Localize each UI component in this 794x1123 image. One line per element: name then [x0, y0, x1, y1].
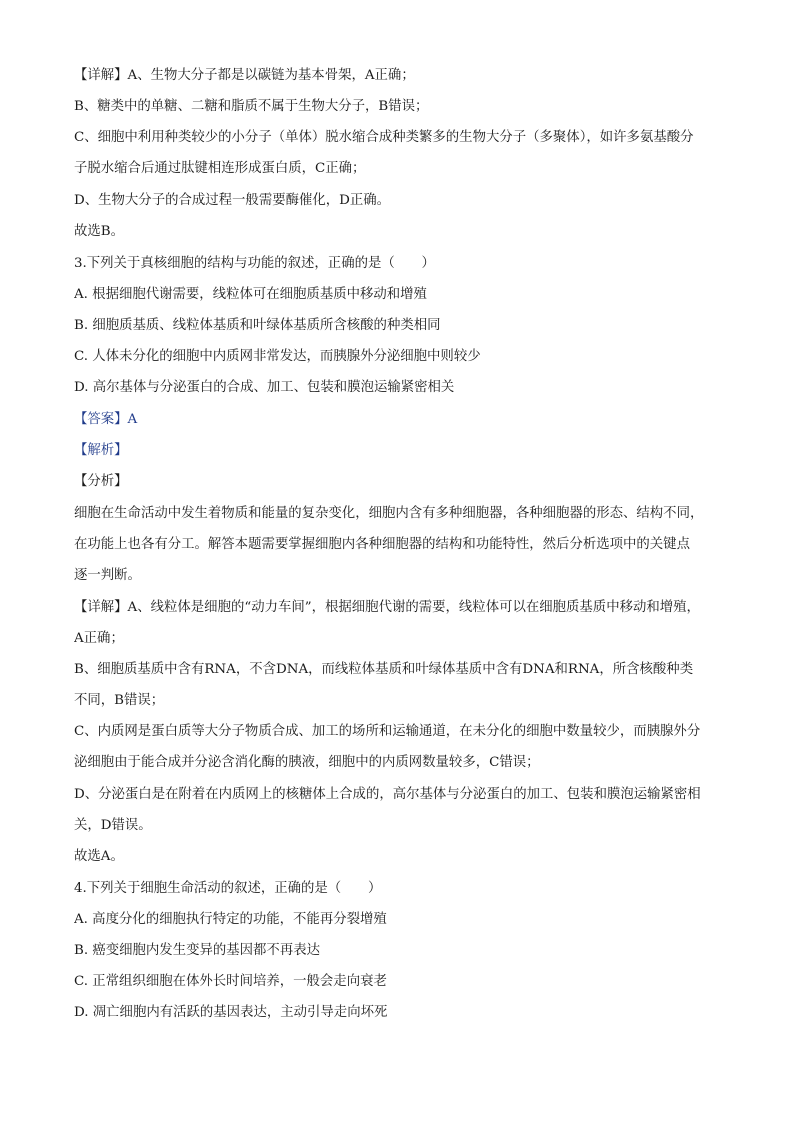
- detail-line-1: 【详解】A、生物大分子都是以碳链为基本骨架，A正确；: [74, 68, 415, 83]
- question-3-option-a: A. 根据细胞代谢需要，线粒体可在细胞质基质中移动和增殖: [74, 287, 427, 302]
- question-3-stem: 3.下列关于真核细胞的结构与功能的叙述，正确的是（ ）: [74, 256, 435, 271]
- detail-q3-line-7: D、分泌蛋白是在附着在内质网上的核糖体上合成的，高尔基体与分泌蛋白的加工、包装和膜泡运输紧密相: [74, 787, 701, 802]
- detail-line-4: 子脱水缩合后通过肽键相连形成蛋白质，C正确；: [74, 161, 366, 176]
- analysis-line-3: 逐一判断。: [74, 568, 141, 583]
- detail-q3-line-3: B、细胞质基质中含有RNA，不含DNA，而线粒体基质和叶绿体基质中含有DNA和RNA，所含核酸种类: [74, 662, 694, 677]
- analysis-line-1: 细胞在生命活动中发生着物质和能量的复杂变化，细胞内含有多种细胞器，各种细胞器的形态、结构不同，: [74, 506, 704, 521]
- analysis-sub-label: 【分析】: [74, 474, 128, 489]
- detail-q3-line-5: C、内质网是蛋白质等大分子物质合成、加工的场所和运输通道，在未分化的细胞中数量较少，而胰腺外分: [74, 724, 701, 739]
- answer-choice-line: 故选B。: [74, 224, 125, 239]
- question-4-option-a: A. 高度分化的细胞执行特定的功能，不能再分裂增殖: [74, 912, 387, 927]
- analysis-label: 【解析】: [74, 443, 128, 458]
- detail-line-5: D、生物大分子的合成过程一般需要酶催化，D正确。: [74, 193, 391, 208]
- question-3-option-b: B. 细胞质基质、线粒体基质和叶绿体基质所含核酸的种类相同: [74, 318, 441, 333]
- analysis-line-2: 在功能上也各有分工。解答本题需要掌握细胞内各种细胞器的结构和功能特性，然后分析选项中的关键点: [74, 537, 690, 552]
- detail-q3-line-1: 【详解】A、线粒体是细胞的“动力车间”，根据细胞代谢的需要，线粒体可以在细胞质基质中移动和增殖，: [74, 600, 700, 615]
- question-4-option-d: D. 凋亡细胞内有活跃的基因表达，主动引导走向坏死: [74, 1005, 388, 1020]
- detail-line-3: C、细胞中利用种类较少的小分子（单体）脱水缩合成种类繁多的生物大分子（多聚体），如许多氨基酸分: [74, 130, 694, 145]
- answer-choice-q3: 故选A。: [74, 849, 124, 864]
- question-3-option-c: C. 人体未分化的细胞中内质网非常发达，而胰腺外分泌细胞中则较少: [74, 349, 481, 364]
- detail-q3-line-4: 不同，B错误；: [74, 693, 165, 708]
- detail-q3-line-8: 关，D错误。: [74, 818, 152, 833]
- detail-line-2: B、糖类中的单糖、二糖和脂质不属于生物大分子，B错误；: [74, 99, 429, 114]
- answer-label: 【答案】A: [74, 412, 138, 427]
- question-4-option-c: C. 正常组织细胞在体外长时间培养，一般会走向衰老: [74, 974, 387, 989]
- detail-q3-line-2: A正确；: [74, 631, 124, 646]
- question-3-option-d: D. 高尔基体与分泌蛋白的合成、加工、包装和膜泡运输紧密相关: [74, 380, 455, 395]
- question-4-stem: 4.下列关于细胞生命活动的叙述，正确的是（ ）: [74, 881, 382, 896]
- question-4-option-b: B. 癌变细胞内发生变异的基因都不再表达: [74, 943, 320, 958]
- detail-q3-line-6: 泌细胞由于能合成并分泌含消化酶的胰液，细胞中的内质网数量较多，C错误；: [74, 755, 540, 770]
